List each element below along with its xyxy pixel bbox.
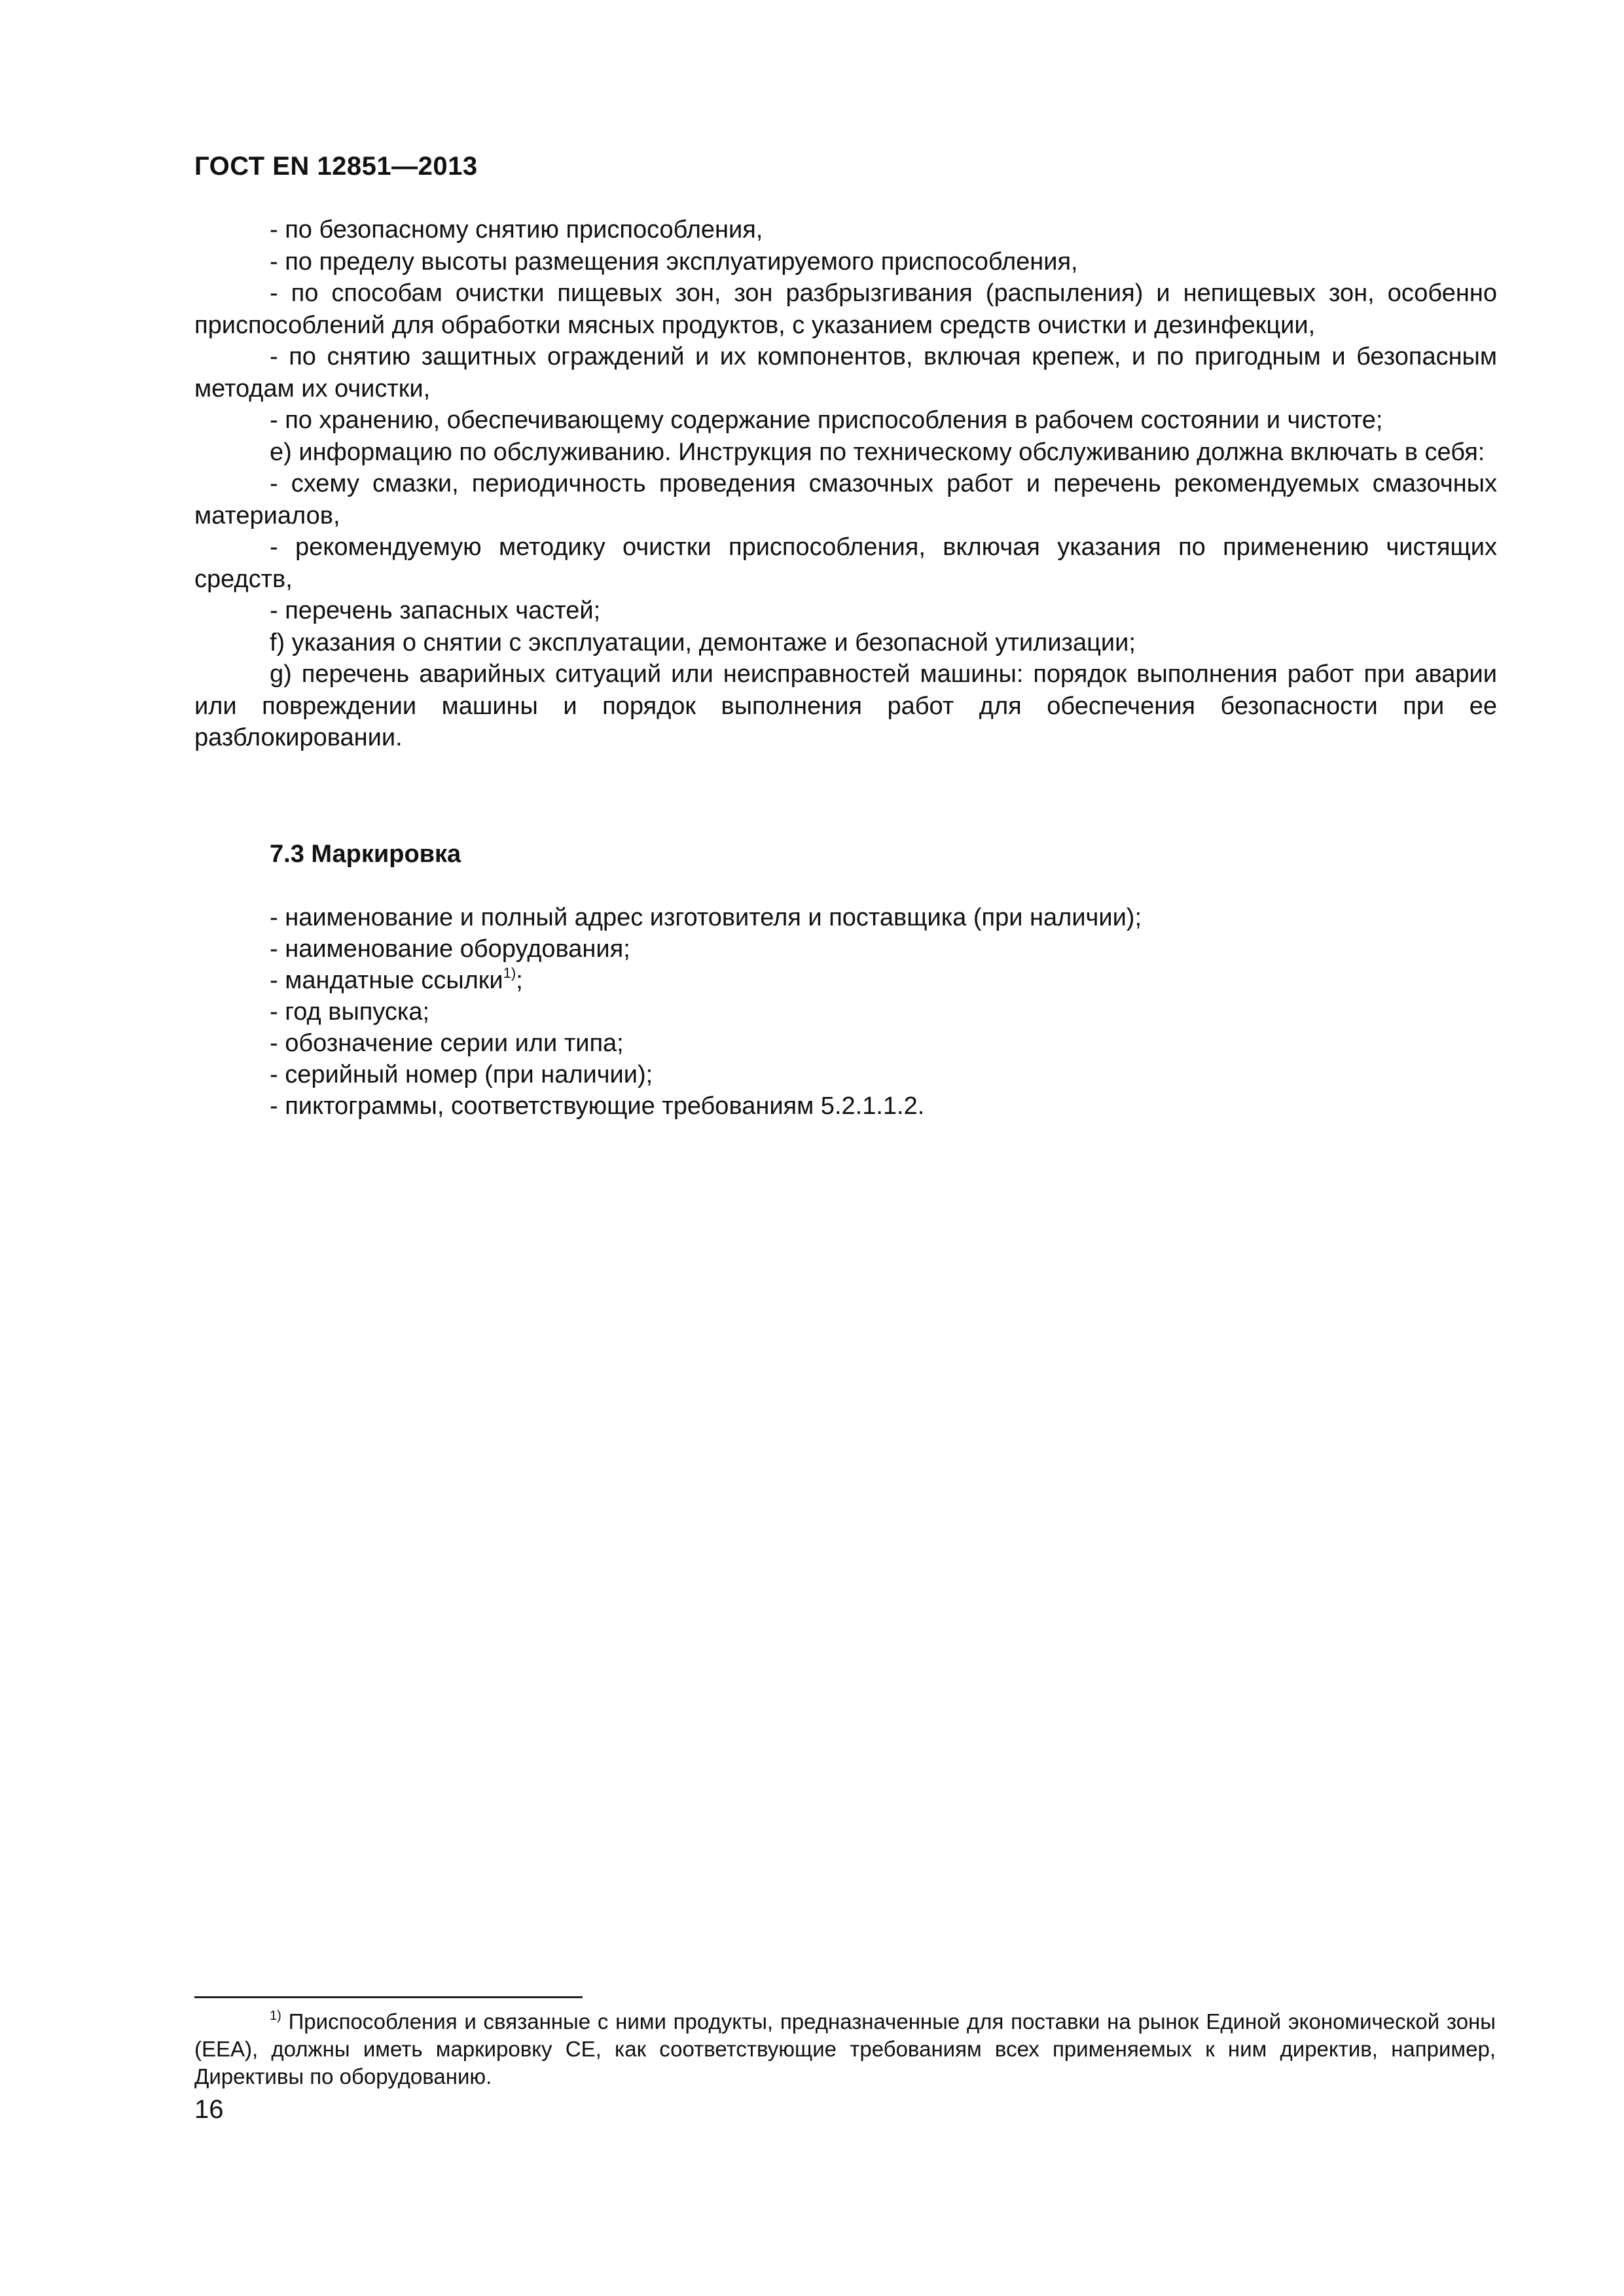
list-item: - наименование оборудования;	[270, 935, 630, 963]
footnote-separator	[194, 1996, 583, 1998]
footnote-reference[interactable]: 1)	[503, 965, 516, 981]
list-item: - пиктограммы, соответствующие требованиям 5.2.1.1.2.	[270, 1092, 925, 1120]
footnote	[194, 2008, 1496, 2090]
paragraph: - по способам очистки пищевых зон, зон разбрызгивания (распыления) и непищевых зон, особенно приспособлений для обработки мясных продуктов, с указанием средств очистки и дезинфекции,	[194, 279, 1497, 339]
paragraph: - по снятию защитных ограждений и их компонентов, включая крепеж, и по пригодным и безопасным методам их очистки,	[194, 343, 1497, 403]
marking-list	[270, 902, 1494, 1122]
list-item: - наименование и полный адрес изготовителя и поставщика (при наличии);	[270, 904, 1142, 931]
paragraph: е) информацию по обслуживанию. Инструкция по техническому обслуживанию должна включать в себя:	[270, 438, 1485, 466]
footnote-text: Приспособления и связанные с ними продукты, предназначенные для поставки на рынок Единой экономической зоны (ЕЕА), должны иметь маркировку СЕ, как соответствующие требованиям всех применяемых к ним директив, например, Директивы по оборудованию.	[194, 2009, 1496, 2089]
list-item: - обозначение серии или типа;	[270, 1030, 624, 1057]
list-item-with-footnote	[270, 965, 1494, 996]
paragraph: - схему смазки, периодичность проведения смазочных работ и перечень рекомендуемых смазочных материалов,	[194, 470, 1497, 529]
footnote-paragraph	[194, 2008, 1496, 2090]
list-item: - год выпуска;	[270, 998, 430, 1026]
paragraph: f) указания о снятии с эксплуатации, демонтаже и безопасной утилизации;	[270, 628, 1136, 656]
paragraph: g) перечень аварийных ситуаций или неисправностей машины: порядок выполнения работ при аварии или повреждении машины и порядок выполнения работ для обеспечения безопасности при ее разблокировании.	[194, 660, 1497, 751]
section-heading-marking: 7.3 Маркировка	[270, 840, 461, 868]
list-item-text: - мандатные ссылки	[270, 967, 503, 994]
paragraph: - перечень запасных частей;	[270, 597, 601, 624]
paragraph: - по пределу высоты размещения эксплуатируемого приспособления,	[270, 247, 1078, 276]
paragraph: - по безопасному снятию приспособления,	[270, 216, 763, 243]
document-code-header: ГОСТ EN 12851—2013	[194, 152, 478, 181]
paragraph: - по хранению, обеспечивающему содержание приспособления в рабочем состоянии и чистоте;	[270, 406, 1383, 434]
page-number: 16	[194, 2095, 224, 2124]
list-item: - серийный номер (при наличии);	[270, 1061, 653, 1088]
instructions-body	[194, 214, 1497, 754]
paragraph: - рекомендуемую методику очистки приспособления, включая указания по применению чистящих средств,	[194, 533, 1497, 593]
footnote-marker: 1)	[270, 2009, 281, 2023]
list-item-suffix: ;	[516, 967, 523, 994]
